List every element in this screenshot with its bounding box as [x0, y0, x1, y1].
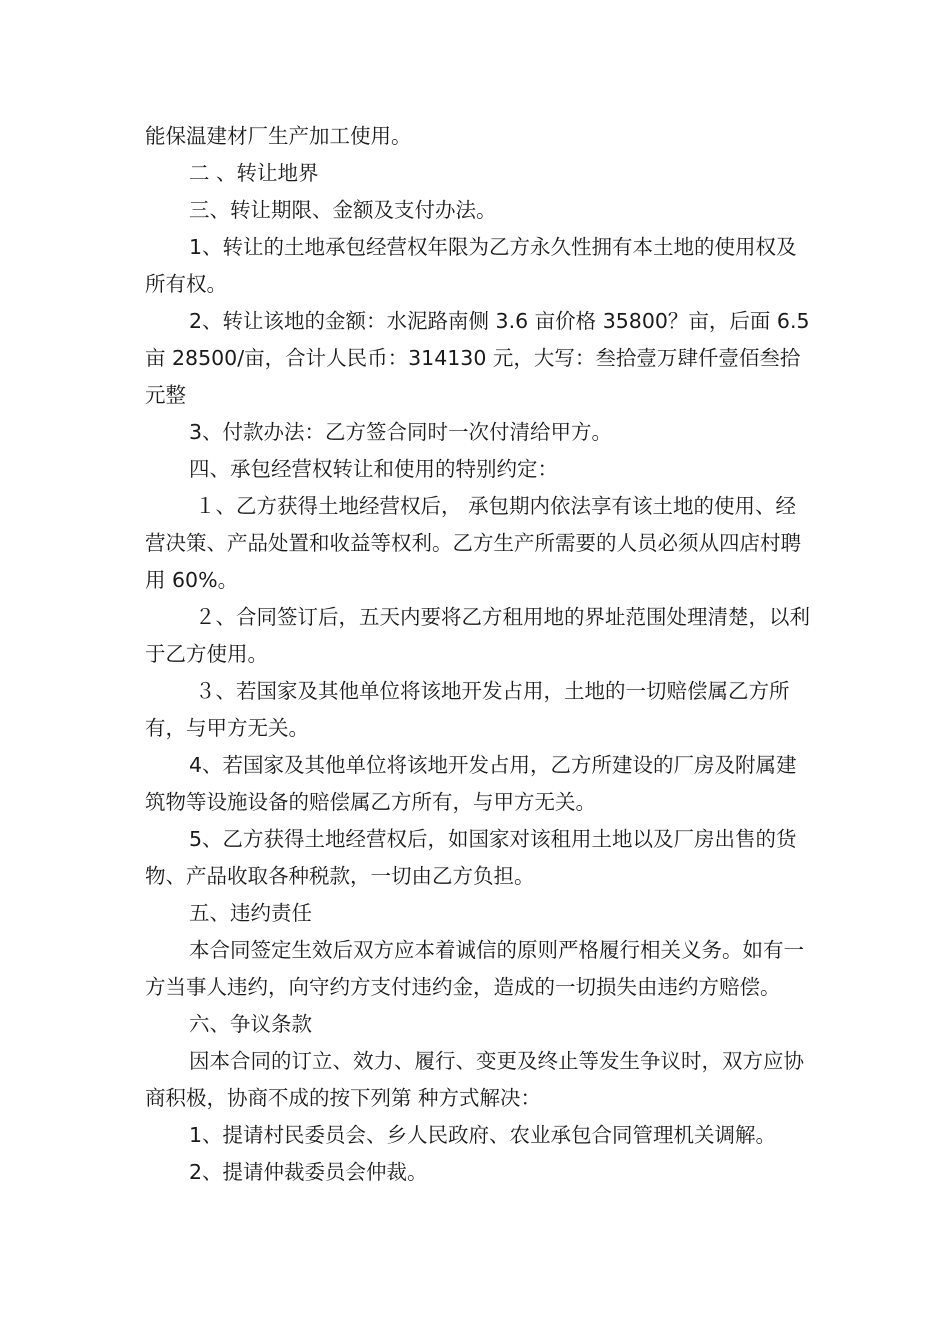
section-heading-2: 二 、转让地界: [189, 161, 319, 185]
section-heading-3: 三、转让期限、金额及支付办法。: [189, 198, 497, 222]
clause-6-body: 因本合同的订立、效力、履行、变更及终止等发生争议时，双方应协商积极，协商不成的按下列第 种方式解决：: [145, 1049, 804, 1110]
clause-4-1: １、乙方获得土地经营权后， 承包期内依法享有该土地的使用、经营决策、产品处置和收益等权利。乙方生产所需要的人员必须从四店村聘用 60%。: [145, 494, 801, 592]
clause-4-2: ２、合同签订后，五天内要将乙方租用地的界址范围处理清楚，以利于乙方使用。: [145, 605, 810, 666]
clause-4-4: 4、若国家及其他单位将该地开发占用，乙方所建设的厂房及附属建筑物等设施设备的赔偿属乙方所有，与甲方无关。: [145, 753, 797, 814]
document-body: [145, 118, 813, 1191]
clause-6-2: 2、提请仲裁委员会仲裁。: [189, 1160, 428, 1184]
clause-3-1: 1、转让的土地承包经营权年限为乙方永久性拥有本土地的使用权及所有权。: [145, 235, 797, 296]
section-heading-4: 四、承包经营权转让和使用的特别约定：: [189, 457, 558, 481]
clause-3-3: 3、付款办法：乙方签合同时一次付清给甲方。: [189, 420, 613, 444]
clause-5-body: 本合同签定生效后双方应本着诚信的原则严格履行相关义务。如有一方当事人违约，向守约方支付违约金，造成的一切损失由违约方赔偿。: [145, 938, 804, 999]
clause-3-2: 2、转让该地的金额：水泥路南侧 3.6 亩价格 35800？亩，后面 6.5 亩 28500/亩，合计人民币：314130 元，大写：叁拾壹万肆仟壹佰叁拾元整: [145, 309, 810, 407]
clause-4-3: ３、若国家及其他单位将该地开发占用，土地的一切赔偿属乙方所有，与甲方无关。: [145, 679, 790, 740]
section-heading-5: 五、违约责任: [189, 901, 312, 925]
clause-6-1: 1、提请村民委员会、乡人民政府、农业承包合同管理机关调解。: [189, 1123, 777, 1147]
section-heading-6: 六、争议条款: [189, 1012, 312, 1036]
paragraph-continuation: 能保温建材厂生产加工使用。: [145, 124, 412, 148]
clause-4-5: 5、乙方获得土地经营权后，如国家对该租用土地以及厂房出售的货物、产品收取各种税款，一切由乙方负担。: [145, 827, 797, 888]
